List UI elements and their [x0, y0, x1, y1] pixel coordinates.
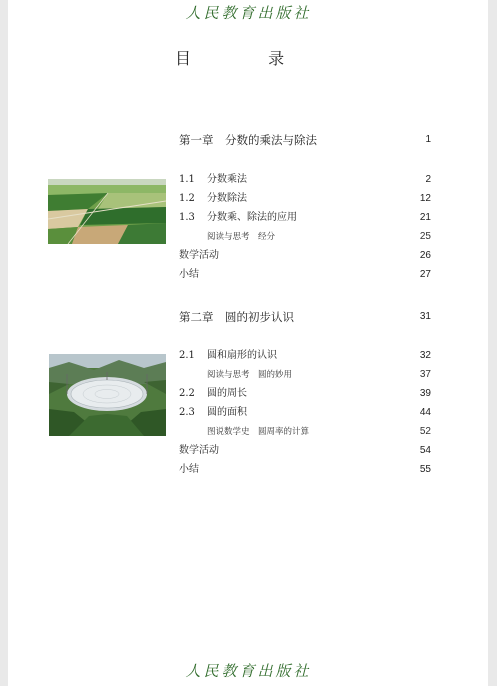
- entry-title: 小结: [179, 464, 199, 475]
- entry-title: 阅读与思考 圆的妙用: [207, 370, 293, 380]
- radio-telescope-photo: [49, 354, 166, 436]
- toc-entry[interactable]: [179, 405, 431, 421]
- page-number: 25: [419, 231, 431, 242]
- toc-entry[interactable]: [179, 267, 431, 283]
- entry-title: 数学活动: [179, 445, 219, 456]
- toc-subentry[interactable]: [207, 367, 431, 383]
- entry-title: 阅读与思考 经分: [207, 232, 276, 242]
- toc-entry[interactable]: [179, 210, 431, 226]
- chapter-title: 第一章 分数的乘法与除法: [179, 133, 317, 147]
- entry-title: 数学活动: [179, 250, 219, 261]
- entry-title: 分数除法: [207, 193, 247, 204]
- entry-title: 图说数学史 圆周率的计算: [207, 427, 310, 437]
- entry-title: 小结: [179, 269, 199, 280]
- page-number: 54: [419, 445, 431, 456]
- page-number: 37: [419, 369, 431, 380]
- page-number: 31: [419, 311, 431, 322]
- farmland-photo: [48, 179, 166, 244]
- page-number: 55: [419, 464, 431, 475]
- toc-entry[interactable]: [179, 443, 431, 459]
- toc-subentry[interactable]: [207, 424, 431, 440]
- section-number: 2.3: [179, 407, 195, 418]
- toc-entry[interactable]: [179, 248, 431, 264]
- chapter-heading[interactable]: [179, 132, 431, 148]
- entry-title: 分数乘法: [207, 174, 247, 185]
- toc-subentry[interactable]: [207, 229, 431, 245]
- page-number: 2: [425, 174, 431, 185]
- toc-entry[interactable]: [179, 348, 431, 364]
- page-number: 32: [419, 350, 431, 361]
- page-number: 39: [419, 388, 431, 399]
- entry-title: 圆和扇形的认识: [207, 350, 277, 361]
- publisher-logo-bottom: 人民教育出版社: [185, 662, 312, 680]
- page-number: 1: [425, 134, 431, 145]
- entry-title: 圆的周长: [207, 388, 247, 399]
- section-number: 1.3: [179, 212, 195, 223]
- toc-entry[interactable]: [179, 386, 431, 402]
- entry-title: 圆的面积: [207, 407, 247, 418]
- page-number: 52: [419, 426, 431, 437]
- page-number: 44: [419, 407, 431, 418]
- toc-entry[interactable]: [179, 172, 431, 188]
- page-number: 27: [419, 269, 431, 280]
- page-number: 26: [419, 250, 431, 261]
- page-number: 21: [419, 212, 431, 223]
- toc-entry[interactable]: [179, 462, 431, 478]
- section-number: 2.1: [179, 350, 195, 361]
- section-number: 1.1: [179, 174, 195, 185]
- toc-entry[interactable]: [179, 191, 431, 207]
- entry-title: 分数乘、除法的应用: [207, 212, 297, 223]
- publisher-logo-top: 人民教育出版社: [185, 4, 312, 22]
- document-page: [8, 0, 488, 686]
- chapter-heading[interactable]: [179, 309, 431, 325]
- toc-title: 目 录: [175, 49, 321, 68]
- page-number: 12: [419, 193, 431, 204]
- section-number: 2.2: [179, 388, 195, 399]
- chapter-title: 第二章 圆的初步认识: [179, 310, 294, 324]
- section-number: 1.2: [179, 193, 195, 204]
